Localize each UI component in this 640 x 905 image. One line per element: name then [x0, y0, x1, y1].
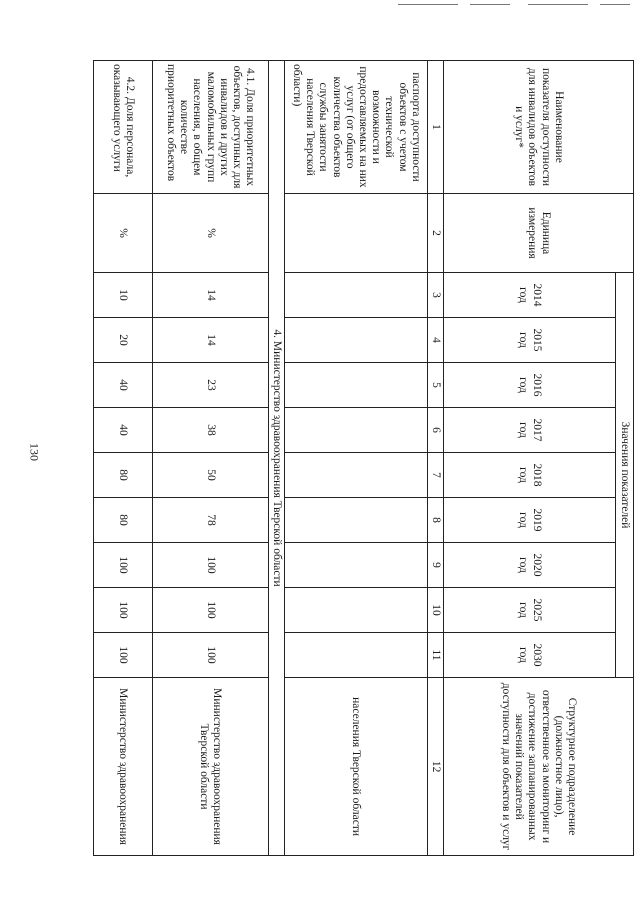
- table-row: [152, 61, 268, 856]
- section-title: 4. Министерство здравоохранения Тверской области: [268, 61, 284, 856]
- row-responsible: населения Тверской области: [284, 678, 427, 856]
- scan-artifact: [528, 4, 588, 5]
- row-value: 23: [152, 363, 268, 408]
- column-number: 8: [427, 498, 443, 543]
- row-indicator-name: 4.1. Доля приоритетных объектов, доступных для инвалидов и других маломобильных групп населения, в общем количестве приоритетных объектов: [152, 61, 268, 194]
- header-year: 2030 год: [444, 633, 616, 678]
- column-number: 1: [427, 61, 443, 194]
- row-value: 40: [93, 408, 152, 453]
- row-value: 14: [152, 273, 268, 318]
- scan-artifact: [470, 4, 510, 5]
- header-indicator-name: Наименование показателя доступности для инвалидов объектов и услуг*: [444, 61, 634, 194]
- row-value: [284, 408, 427, 453]
- row-value: [284, 273, 427, 318]
- header-year: 2016 год: [444, 363, 616, 408]
- row-indicator-name: паспорта доступности объектов с учетом технической возможности и предоставляемых на них услуг (от общего количества объектов службы занятости населения Тверской области): [284, 61, 427, 194]
- page-number: 130: [27, 443, 42, 461]
- header-unit: Единица измерения: [444, 194, 634, 273]
- row-value: 10: [93, 273, 152, 318]
- row-value: 20: [93, 318, 152, 363]
- rotated-page: [94, 60, 634, 855]
- column-numbers-row: [427, 61, 443, 856]
- column-number: 3: [427, 273, 443, 318]
- column-number: 12: [427, 678, 443, 856]
- row-value: 100: [93, 633, 152, 678]
- column-number: 4: [427, 318, 443, 363]
- header-values-group: Значения показателей: [616, 273, 634, 678]
- row-indicator-name: 4.2. Доля персонала, оказывающего услуги: [93, 61, 152, 194]
- table-row: [284, 61, 427, 856]
- section-row: [268, 61, 284, 856]
- row-responsible: Министерство здравоохранения Тверской области: [152, 678, 268, 856]
- column-number: 2: [427, 194, 443, 273]
- header-year: 2018 год: [444, 453, 616, 498]
- row-value: [284, 498, 427, 543]
- row-responsible: Министерство здравоохранения: [93, 678, 152, 856]
- row-value: [284, 543, 427, 588]
- column-number: 10: [427, 588, 443, 633]
- column-number: 11: [427, 633, 443, 678]
- header-year: 2019 год: [444, 498, 616, 543]
- scan-artifact: [398, 4, 458, 5]
- header-year: 2025 год: [444, 588, 616, 633]
- row-value: [284, 453, 427, 498]
- column-number: 5: [427, 363, 443, 408]
- table-row: [93, 61, 152, 856]
- indicators-table: [93, 60, 634, 856]
- row-value: 78: [152, 498, 268, 543]
- row-value: 14: [152, 318, 268, 363]
- header-responsible: Структурное подразделение (должностное лицо), ответственное за мониторинг и достижение запланированных значений показателей доступности для объектов и услуг: [444, 678, 634, 856]
- header-year: 2014 год: [444, 273, 616, 318]
- row-value: 80: [93, 498, 152, 543]
- row-unit: [284, 194, 427, 273]
- row-value: 50: [152, 453, 268, 498]
- header-row: [616, 61, 634, 856]
- header-year: 2020 год: [444, 543, 616, 588]
- row-value: 80: [93, 453, 152, 498]
- row-value: [284, 633, 427, 678]
- column-number: 7: [427, 453, 443, 498]
- header-year: 2015 год: [444, 318, 616, 363]
- row-value: 100: [152, 633, 268, 678]
- row-value: 100: [152, 543, 268, 588]
- column-number: 6: [427, 408, 443, 453]
- row-value: [284, 588, 427, 633]
- row-value: 40: [93, 363, 152, 408]
- row-value: 100: [152, 588, 268, 633]
- row-unit: %: [152, 194, 268, 273]
- row-value: [284, 318, 427, 363]
- scan-artifact: [600, 4, 630, 5]
- header-year: 2017 год: [444, 408, 616, 453]
- column-number: 9: [427, 543, 443, 588]
- row-value: 100: [93, 543, 152, 588]
- row-value: [284, 363, 427, 408]
- row-unit: %: [93, 194, 152, 273]
- row-value: 100: [93, 588, 152, 633]
- row-value: 38: [152, 408, 268, 453]
